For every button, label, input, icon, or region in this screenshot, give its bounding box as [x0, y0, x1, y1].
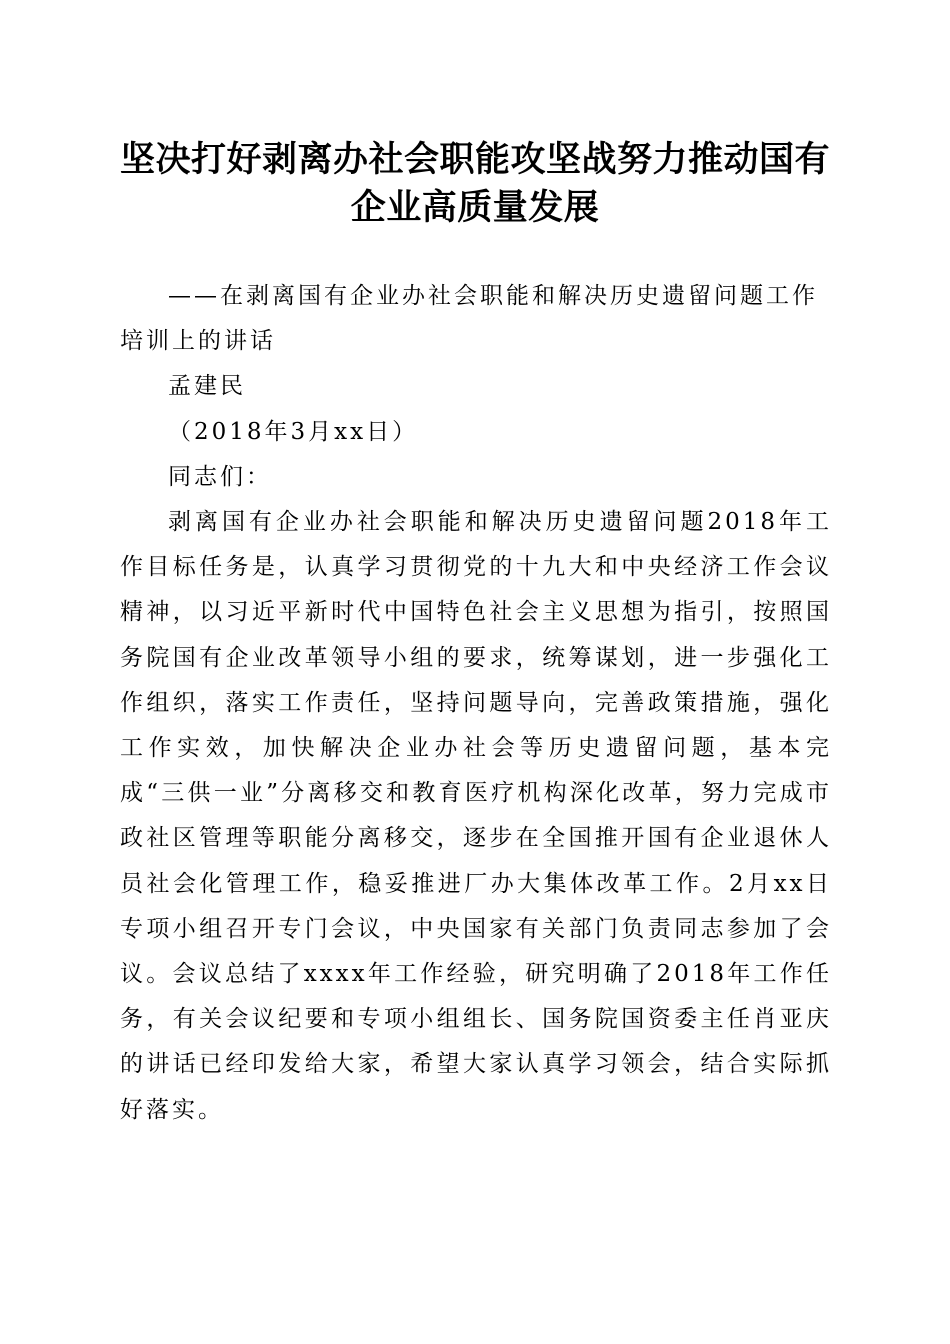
document-title: 坚决打好剥离办社会职能攻坚战努力推动国有企业高质量发展 — [119, 139, 830, 228]
speech-subtitle: ——在剥离国有企业办社会职能和解决历史遗留问题工作培训上的讲话 — [120, 283, 818, 355]
speech-date: （2018年3月xx日） — [168, 418, 419, 445]
salutation: 同志们： — [168, 463, 272, 490]
body-paragraph: 剥离国有企业办社会职能和解决历史遗留问题2018年工作目标任务是，认真学习贯彻党的十九大和中央经济工作会议精神，以习近平新时代中国特色社会主义思想为指引，按照国务院国有企业改革领导小组的要求，统筹谋划，进一步强化工作组织，落实工作责任，坚持问题导向，完善政策措施，强化工作实效，加快解决企业办社会等历史遗留问题，基本完成“三供一业”分离移交和教育医疗机构深化改革，努力完成市政社区管理等职能分离移交，逐步在全国推开国有企业退休人员社会化管理工作，稳妥推进厂办大集体改革工作。2月xx日专项小组召开专门会议，中央国家有关部门负责同志参加了会议。会议总结了xxxx年工作经验，研究明确了2018年工作任务，有关会议纪要和专项小组组长、国务院国资委主任肖亚庆的讲话已经印发给大家，希望大家认真学习领会，结合实际抓好落实。 — [120, 509, 832, 1123]
author-name: 孟建民 — [168, 373, 246, 400]
document-body — [120, 274, 832, 1133]
